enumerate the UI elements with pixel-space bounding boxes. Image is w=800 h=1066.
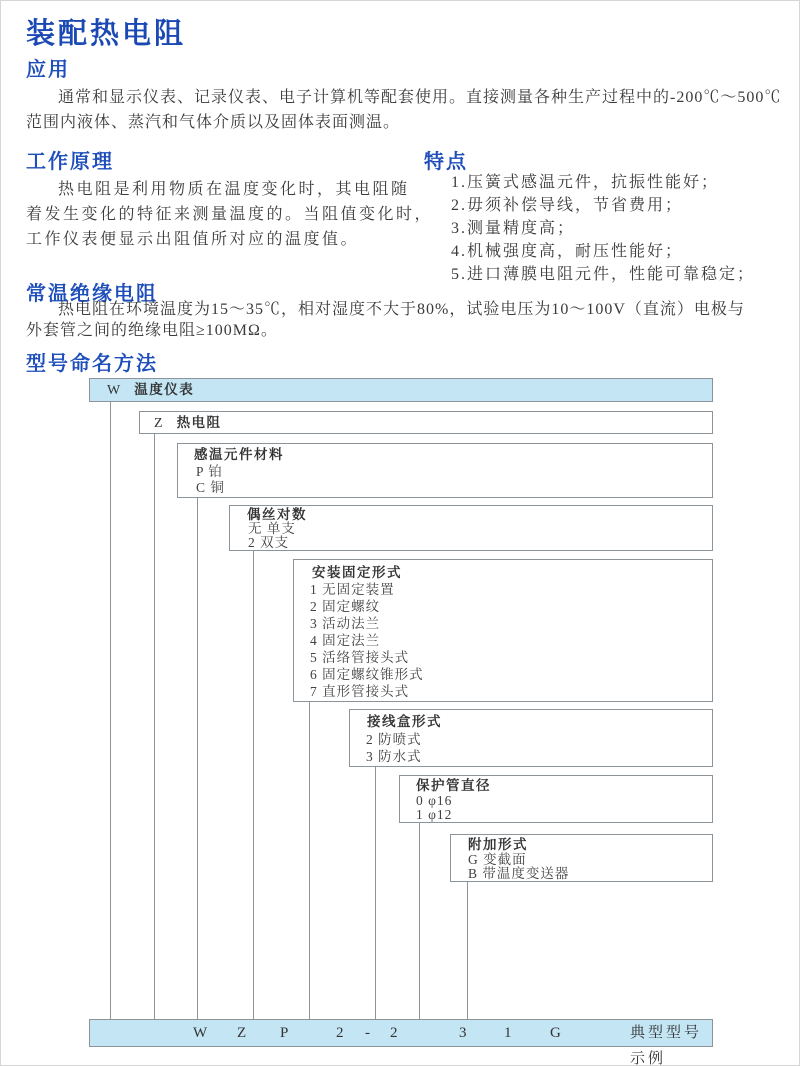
box-header: 保护管直径 [416,778,491,793]
connector-line [197,498,198,1019]
connector-line [154,434,155,1019]
box-item: 6 固定螺纹锥形式 [310,667,424,682]
example-code: 2 [390,1025,398,1041]
box-header: 附加形式 [468,837,528,852]
box-item: P 铂 [196,463,223,479]
box-item: 2 双支 [248,535,290,550]
diagram-box-wire-pairs [229,505,713,551]
box-header: 接线盒形式 [367,714,442,729]
example-code: W [193,1025,208,1041]
box-item: 2 防喷式 [366,731,422,747]
connector-line [110,402,111,1019]
box-header: 感温元件材料 [194,447,284,462]
diagram-box-rtd [139,411,713,434]
box-item: 3 活动法兰 [310,616,381,631]
code-letter: W [107,383,121,398]
diagram-box-junction-box-type [349,709,713,767]
paragraph-line: 通常和显示仪表、记录仪表、电子计算机等配套使用。直接测量各种生产过程中的-200℃～500℃ [58,89,782,106]
box-item: 0 φ16 [416,792,453,808]
section-heading-naming: 型号命名方法 [26,353,158,375]
example-code: 3 [459,1025,467,1041]
page-title: 装配热电阻 [26,18,187,50]
box-header: 偶丝对数 [247,507,307,522]
connector-line [419,823,420,1019]
features-list [451,171,755,286]
principle-paragraph [26,177,434,252]
example-code: P [280,1025,289,1041]
box-item: 3 防水式 [366,749,422,764]
example-code: 2 [336,1025,344,1041]
box-item: 无 单支 [248,521,296,536]
code-label: 温度仪表 [134,382,195,397]
feature-item: 5.进口薄膜电阻元件，性能可靠稳定； [451,266,756,283]
connector-line [309,702,310,1019]
box-item: 4 固定法兰 [310,633,381,648]
feature-item: 3.测量精度高； [451,220,576,237]
paragraph-line: 着发生变化的特征来测量温度的。当阻值变化时， [26,206,434,223]
box-item: G 变截面 [468,851,527,867]
code-letter: Z [154,416,163,431]
example-code: Z [237,1025,247,1041]
example-code: G [550,1025,561,1041]
feature-item: 2.毋须补偿导线，节省费用； [451,197,684,214]
diagram-box-protection-tube-diameter [399,775,713,823]
paragraph-line: 范围内液体、蒸汽和气体介质以及固体表面测温。 [26,114,401,131]
code-label: 热电阻 [176,415,222,430]
insulation-paragraph [26,299,771,341]
feature-item: 4.机械强度高，耐压性能好； [451,243,684,260]
example-code: 1 [504,1025,512,1041]
application-paragraph [26,85,782,135]
box-item: B 带温度变送器 [468,866,570,881]
section-heading-application: 应用 [26,59,70,81]
box-header: 安装固定形式 [312,565,402,580]
box-item: 1 φ12 [416,807,453,822]
diagram-box-mounting-type [293,559,713,702]
connector-line [253,551,254,1019]
example-caption: 典型型号示例 [630,1025,703,1066]
section-heading-principle: 工作原理 [26,151,114,173]
box-item: C 铜 [196,480,225,495]
paragraph-line: 外套管之间的绝缘电阻≥100MΩ。 [26,322,278,339]
paragraph-line: 热电阻是利用物质在温度变化时，其电阻随 [58,181,410,198]
diagram-box-additional-form [450,834,713,882]
box-item: 1 无固定装置 [310,582,395,597]
diagram-box-element-material [177,443,713,498]
connector-line [375,767,376,1019]
paragraph-line: 热电阻在环境温度为15～35℃，相对湿度不大于80%，试验电压为10～100V（直流）电极与 [58,301,745,318]
box-item: 5 活络管接头式 [310,650,410,665]
diagram-box-instrument [89,378,713,402]
paragraph-line: 工作仪表便显示出阻值所对应的温度值。 [26,231,360,248]
feature-item: 1.压簧式感温元件，抗振性能好； [451,174,720,191]
box-item: 2 固定螺纹 [310,599,381,614]
connector-line [467,882,468,1019]
example-code-bar [89,1019,713,1066]
example-code: - [365,1025,370,1041]
section-heading-insulation: 常温绝缘电阻 [26,283,158,305]
box-item: 7 直形管接头式 [310,684,410,699]
section-heading-features: 特点 [424,151,468,173]
